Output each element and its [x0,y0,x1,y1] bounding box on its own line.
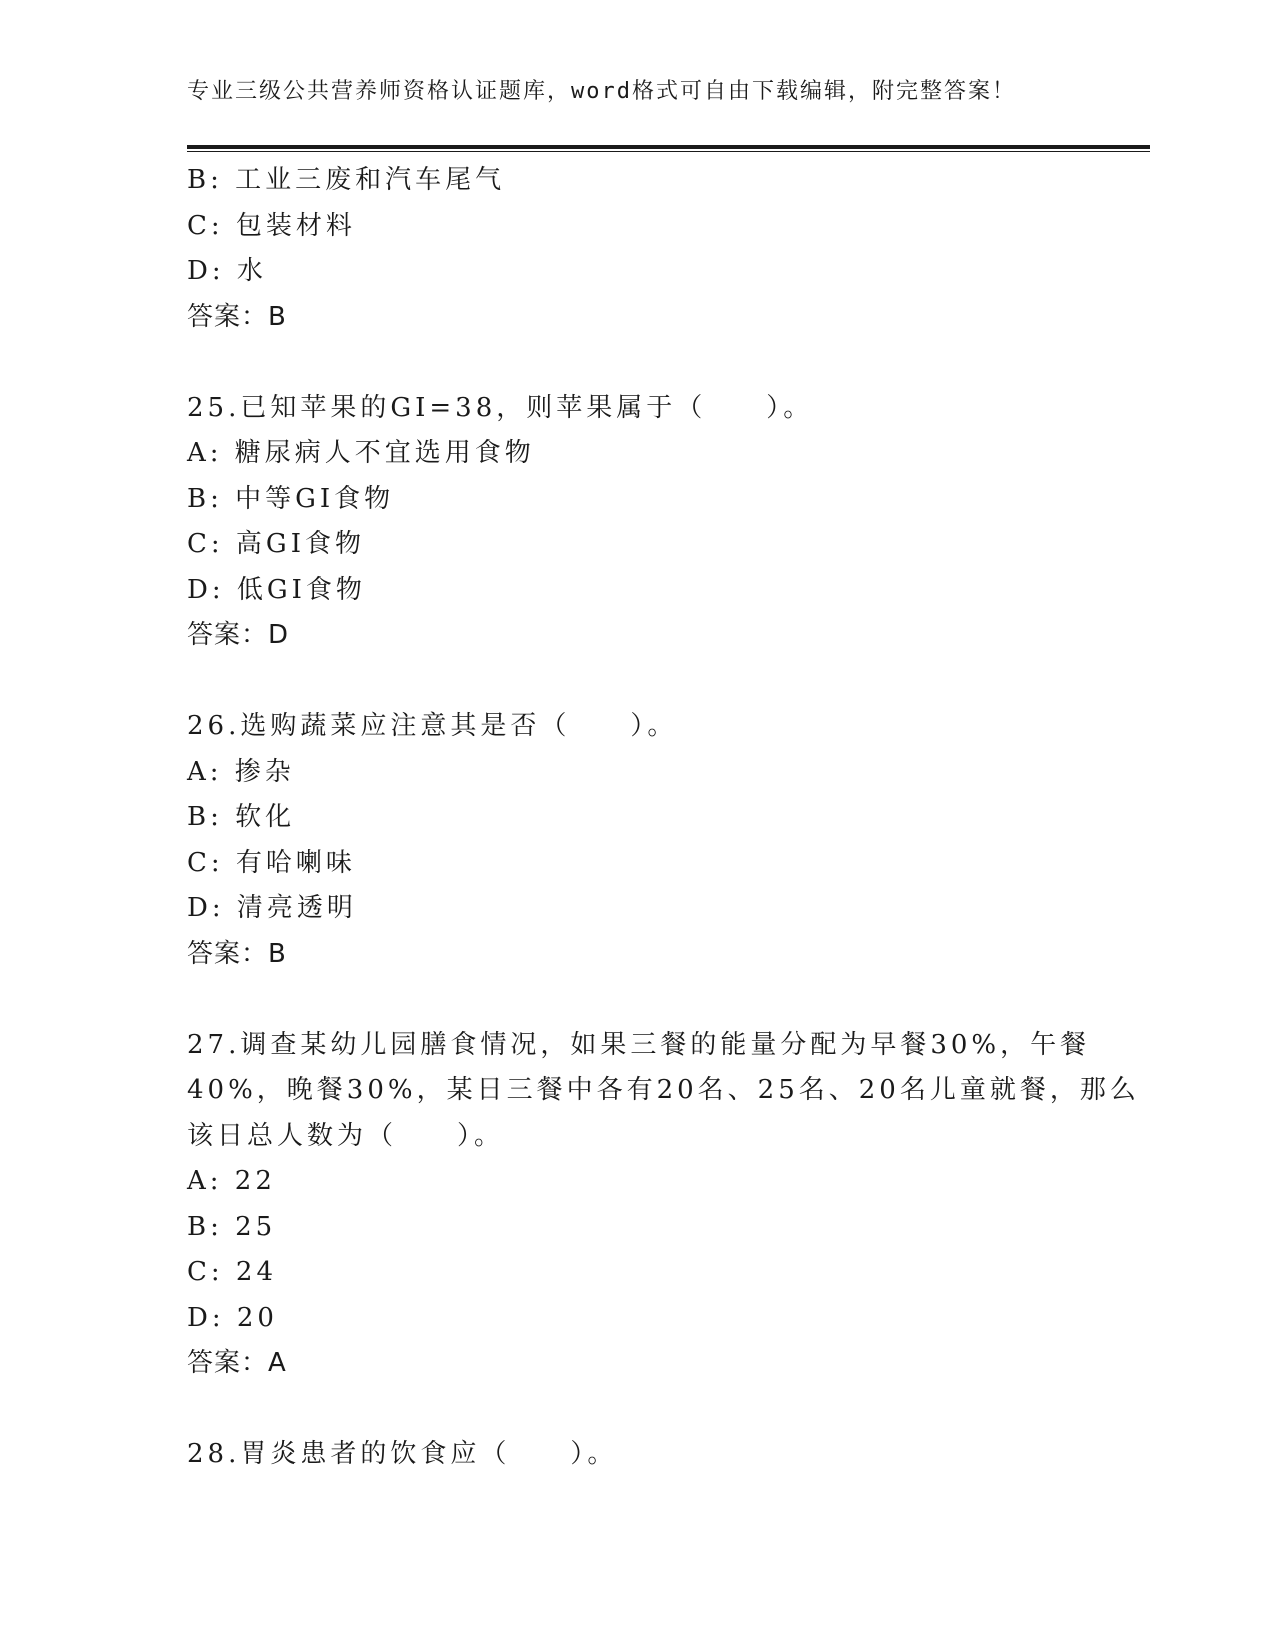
option-d: D: 20 [187,1302,278,1333]
question-stem: 26.选购蔬菜应注意其是否（ ）。 [187,711,678,741]
option-b: B: 软化 [187,802,296,832]
answer: 答案：D [187,620,290,650]
question-stem-line-1: 27.调查某幼儿园膳食情况，如果三餐的能量分配为早餐30%，午餐 [187,1029,1091,1060]
option-a: A: 22 [187,1166,276,1196]
question-stem-line-3: 该日总人数为（ ）。 [187,1120,505,1151]
header-rule-thick [187,145,1150,149]
question-content [187,158,1140,1478]
option-c: C: 包装材料 [187,210,356,241]
option-d: D: 低GI食物 [187,574,366,605]
page-header: 专业三级公共营养师资格认证题库，word格式可自由下载编辑，附完整答案！ [187,79,1016,104]
option-c: C: 有哈喇味 [187,847,356,878]
option-c: C: 24 [187,1257,278,1287]
question-stem: 28.胃炎患者的饮食应（ ）。 [187,1439,618,1469]
option-c: C: 高GI食物 [187,529,365,559]
question-27 [187,1023,1140,1387]
question-stem: 25.已知苹果的GI=38，则苹果属于（ ）。 [187,392,814,423]
question-26 [187,704,1087,977]
option-a: A: 掺杂 [187,756,295,787]
option-b: B: 中等GI食物 [187,483,395,514]
answer: 答案：A [187,1348,287,1378]
question-25 [187,386,1087,659]
option-d: D: 水 [187,256,267,286]
question-24-tail [187,158,1087,340]
spacer [187,659,1087,705]
option-b: B: 25 [187,1211,277,1242]
spacer [187,977,1087,1023]
answer: 答案：B [187,301,287,332]
header-rule-thin [187,151,1150,152]
option-d: D: 清亮透明 [187,893,357,923]
question-28 [187,1432,1087,1478]
spacer [187,1387,1087,1433]
option-a: A: 糖尿病人不宜选用食物 [187,438,535,468]
option-b: B: 工业三废和汽车尾气 [187,165,506,195]
spacer [187,340,1087,386]
answer: 答案：B [187,938,287,969]
question-stem-line-2: 40%，晚餐30%，某日三餐中各有20名、25名、20名儿童就餐，那么 [187,1075,1140,1105]
